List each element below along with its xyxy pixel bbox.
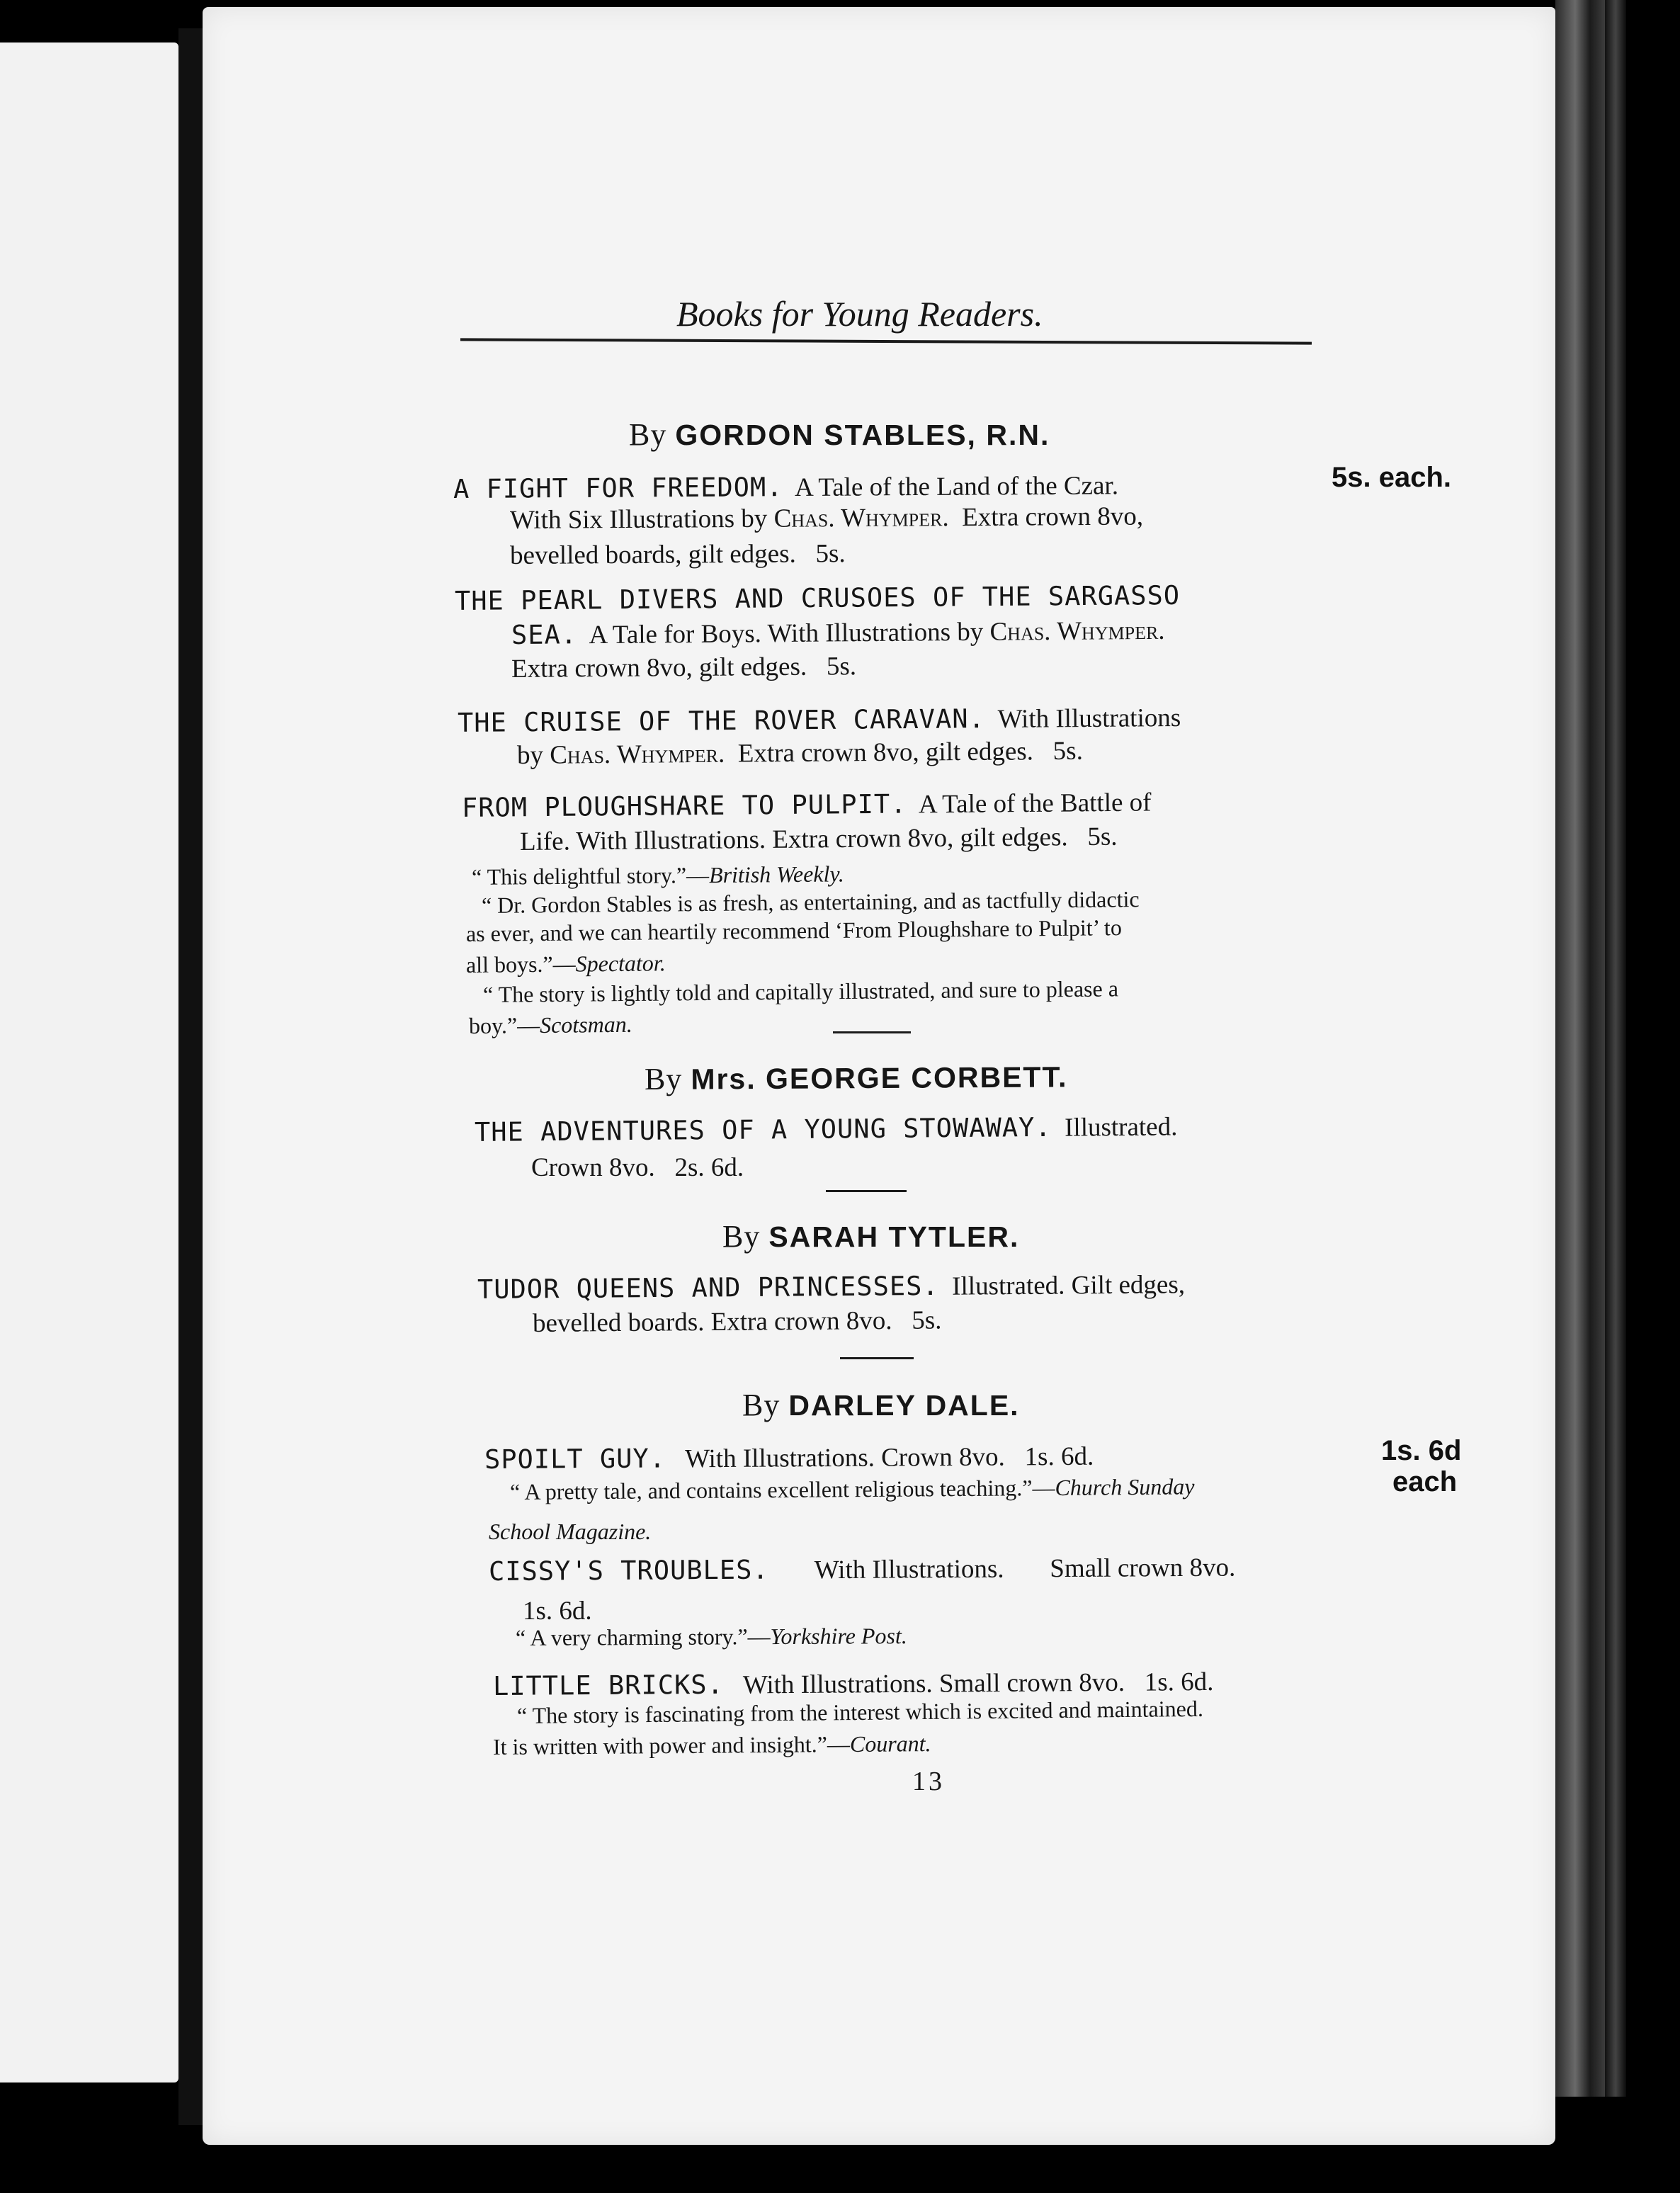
author-heading-tytler: By SARAH TYTLER.: [722, 1219, 1020, 1254]
review-scotsman-line2: boy.”—Scotsman.: [468, 1011, 632, 1038]
review-courant-line1: “ The story is fascinating from the interest which is excited and maintained.: [516, 1695, 1204, 1728]
review-scotsman-line1: “ The story is lightly told and capitally illustrated, and sure to please a: [482, 975, 1119, 1007]
entry-spoilt-guy-line1: SPOILT GUY. With Illustrations. Crown 8vo. 1s. 6d.: [484, 1441, 1094, 1475]
entry-young-stowaway-line1: THE ADVENTURES OF A YOUNG STOWAWAY. Illustrated.: [474, 1111, 1178, 1148]
margin-price-each: each: [1392, 1466, 1458, 1497]
book-gutter: [178, 28, 203, 2125]
left-page: [0, 42, 178, 2082]
review-courant-line2: It is written with power and insight.”—Courant.: [492, 1730, 931, 1760]
review-spectator-line1: “ Dr. Gordon Stables is as fresh, as entertaining, and as tactfully didactic: [481, 886, 1140, 918]
page-edge: [1555, 0, 1605, 2097]
entry-young-stowaway-line2: Crown 8vo. 2s. 6d.: [531, 1153, 744, 1182]
entry-fight-for-freedom-line2: With Six Illustrations by Chas. Whymper. Extra crown 8vo,: [509, 502, 1144, 535]
review-church-sunday-line1: “ A pretty tale, and contains excellent religious teaching.”—Church Sunday: [509, 1473, 1195, 1504]
margin-price-5s-each: 5s. each.: [1332, 462, 1452, 493]
author-heading-stables: By GORDON STABLES, R.N.: [629, 417, 1050, 452]
entry-cissys-troubles-line1: CISSY'S TROUBLES. With Illustrations. Small crown 8vo.: [488, 1553, 1236, 1587]
entry-pearl-divers-line2: SEA. A Tale for Boys. With Illustrations by Chas. Whymper.: [511, 616, 1165, 650]
review-spectator-line2: as ever, and we can heartily recommend ‘From Ploughshare to Pulpit’ to: [465, 914, 1123, 946]
review-church-sunday-line2: School Magazine.: [489, 1519, 652, 1544]
entry-rover-caravan-line2: by Chas. Whymper. Extra crown 8vo, gilt edges. 5s.: [516, 736, 1084, 770]
review-british-weekly: “ This delightful story.”—British Weekly.: [471, 861, 844, 890]
running-title: Books for Young Readers.: [676, 294, 1043, 334]
page-number: 13: [912, 1767, 945, 1796]
entry-fight-for-freedom-line3: bevelled boards, gilt edges. 5s.: [509, 539, 846, 570]
entry-pearl-divers-title: THE PEARL DIVERS AND CRUSOES OF THE SARGASSO: [454, 579, 1181, 616]
margin-price-1s-6d: 1s. 6d: [1381, 1435, 1462, 1466]
entry-little-bricks-line1: LITTLE BRICKS. With Illustrations. Small crown 8vo. 1s. 6d.: [492, 1667, 1214, 1701]
entry-ploughshare-line1: FROM PLOUGHSHARE TO PULPIT. A Tale of the Battle of: [461, 788, 1152, 823]
entry-tudor-queens-line1: TUDOR QUEENS AND PRINCESSES. Illustrated. Gilt edges,: [477, 1270, 1186, 1305]
author-heading-dale: By DARLEY DALE.: [742, 1388, 1020, 1422]
entry-rover-caravan-line1: THE CRUISE OF THE ROVER CARAVAN. With Illustrations: [457, 703, 1181, 738]
author-heading-corbett: By Mrs. GEORGE CORBETT.: [644, 1060, 1068, 1096]
review-spectator-line3: all boys.”—Spectator.: [465, 950, 666, 978]
entry-pearl-divers-line3: Extra crown 8vo, gilt edges. 5s.: [511, 652, 857, 684]
page-edge-outer: [1605, 0, 1626, 2097]
section-divider-3: [840, 1357, 914, 1359]
entry-fight-for-freedom-line1: A FIGHT FOR FREEDOM. A Tale of the Land of the Czar.: [453, 471, 1119, 504]
entry-cissys-troubles-line2: 1s. 6d.: [523, 1597, 592, 1626]
section-divider-2: [826, 1190, 907, 1192]
section-divider-1: [833, 1031, 911, 1033]
review-yorkshire-post: “ A very charming story.”—Yorkshire Post.: [515, 1623, 907, 1650]
entry-ploughshare-line2: Life. With Illustrations. Extra crown 8vo, gilt edges. 5s.: [519, 822, 1118, 856]
entry-tudor-queens-line2: bevelled boards. Extra crown 8vo. 5s.: [532, 1305, 942, 1338]
